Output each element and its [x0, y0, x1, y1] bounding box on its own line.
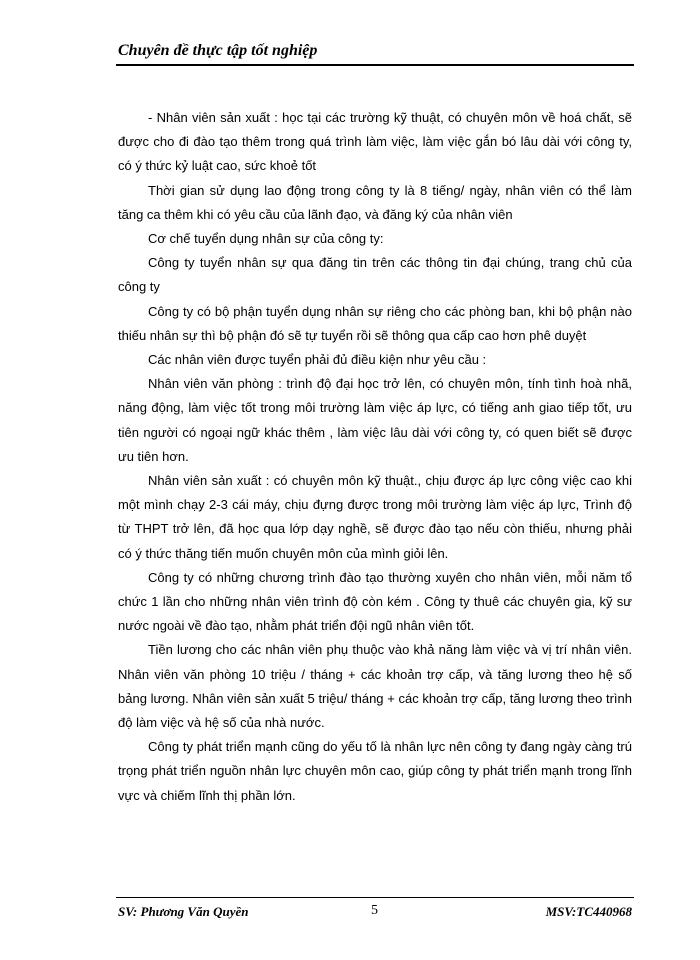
paragraph: Công ty có bộ phận tuyển dụng nhân sự riêng cho các phòng ban, khi bộ phận nào thiếu nhân sự thì bộ phận đó sẽ tự tuyển rồi sẽ thông qua cấp cao hơn phê duyệt	[118, 303, 632, 343]
page-footer	[116, 897, 634, 920]
paragraph: Công ty có những chương trình đào tạo thường xuyên cho nhân viên, mỗi năm tổ chức 1 lần cho những nhân viên trình độ còn kém . Công ty thuê các chuyên gia, kỹ sư nước ngoài về đào tạo, nhằm phát triển đội ngũ nhân viên tốt.	[118, 569, 632, 634]
body-text	[118, 106, 632, 808]
footer-student-id: MSV:TC440968	[545, 904, 632, 919]
paragraph: Công ty phát triển mạnh cũng do yếu tố là nhân lực nên công ty đang ngày càng trú trọng phát triển nguồn nhân lực chuyên môn cao, giúp công ty phát triển mạnh trong lĩnh vực và chiếm lĩnh thị phần lớn.	[118, 739, 632, 803]
paragraph: Thời gian sử dụng lao động trong công ty là 8 tiếng/ ngày, nhân viên có thể làm tăng ca thêm khi có yêu cầu của lãnh đạo, và đăng ký của nhân viên	[118, 182, 632, 222]
paragraph: Các nhân viên được tuyển phải đủ điều kiện như yêu cầu :	[148, 352, 487, 368]
paragraph: Nhân viên sản xuất : có chuyên môn kỹ thuật., chịu được áp lực công việc cao khi một mình chạy 2-3 cái máy, chịu đựng được trong môi trường làm việc áp lực, Trình độ từ THPT trở lên, đã học qua lớp dạy nghề, sẽ được đào tạo nếu còn thiếu, nhưng phải có ý thức thăng tiến muốn chuyên môn của mình giỏi lên.	[118, 473, 632, 561]
paragraph: Tiền lương cho các nhân viên phụ thuộc vào khả năng làm việc và vị trí nhân viên. Nhân viên văn phòng 10 triệu / tháng + các khoản trợ cấp, và tăng lương theo hệ số bảng lương. Nhân viên sản xuất 5 triệu/ tháng + các khoản trợ cấp, tăng lương theo trình độ làm việc và hệ số của nhà nước.	[118, 642, 632, 731]
document-title: Chuyên đề thực tập tốt nghiệp	[118, 42, 318, 59]
paragraph: Nhân viên văn phòng : trình độ đại học trở lên, có chuyên môn, tính tình hoà nhã, năng động, làm việc tốt trong môi trường làm việc áp lực, có tiếng anh giao tiếp tốt, ưu tiên người có ngoại ngữ khác thêm , làm việc lâu dài với công ty, có quen biết sẽ được ưu tiên hơn.	[118, 376, 632, 464]
paragraph: - Nhân viên sản xuất : học tại các trường kỹ thuật, có chuyên môn về hoá chất, sẽ được cho đi đào tạo thêm trong quá trình làm việc, làm việc gắn bó lâu dài với công ty, có ý thức kỷ luật cao, sức khoẻ tốt	[118, 110, 632, 174]
paragraph: Cơ chế tuyển dụng nhân sự của công ty:	[148, 231, 384, 247]
page-header	[116, 40, 634, 66]
footer-student-name: SV: Phương Văn Quyền	[118, 904, 249, 919]
page-number: 5	[371, 903, 378, 918]
paragraph: Công ty tuyển nhân sự qua đăng tin trên các thông tin đại chúng, trang chủ của công ty	[118, 255, 632, 295]
